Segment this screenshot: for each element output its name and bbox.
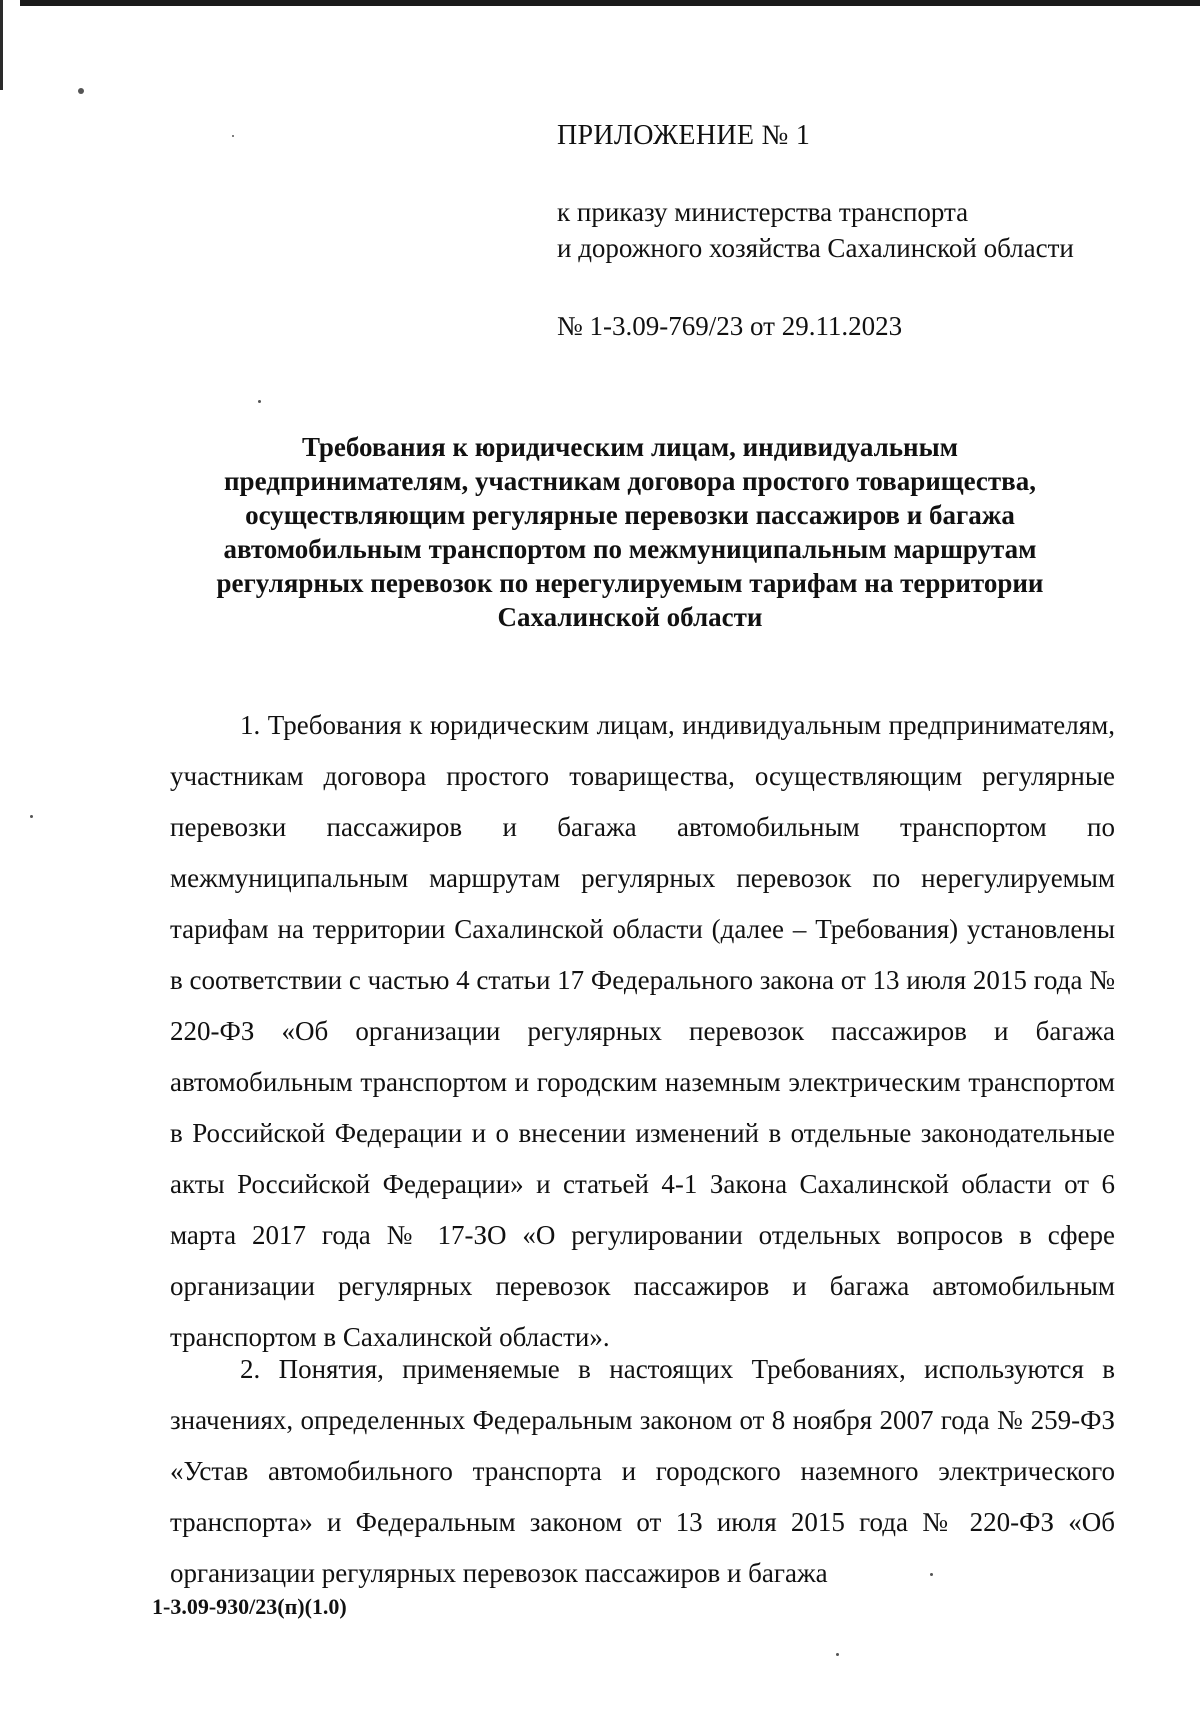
scan-edge-left xyxy=(0,0,3,90)
title-line: регулярных перевозок по нерегулируемым тарифам на территории xyxy=(216,568,1044,598)
title-line: автомобильным транспортом по межмуниципальным маршрутам xyxy=(223,534,1037,564)
order-reference-line: и дорожного хозяйства Сахалинской области xyxy=(557,233,1074,263)
title-line: Сахалинской области xyxy=(497,602,763,632)
title-line: предпринимателям, участникам договора простого товарищества, xyxy=(224,466,1036,496)
appendix-title: ПРИЛОЖЕНИЕ № 1 xyxy=(557,120,811,151)
scan-speck xyxy=(836,1653,839,1656)
scan-speck xyxy=(232,135,234,137)
document-title xyxy=(150,430,1110,634)
paragraph-1: 1. Требования к юридическим лицам, индивидуальным предпринимателям, участникам договора простого товарищества, осуществляющим регулярные перевозки пассажиров и багажа автомобильным транспортом по межмуниципальным маршрутам регулярных перевозок по нерегулируемым тарифам на территории Сахалинской области (далее – Требования) установлены в соответствии с частью 4 статьи 17 Федерального закона от 13 июля 2015 года № 220-ФЗ «Об организации регулярных перевозок пассажиров и багажа автомобильным транспортом и городским наземным электрическим транспортом в Российской Федерации и о внесении изменений в отдельные законодательные акты Российской Федерации» и статьей 4-1 Закона Сахалинской области от 6 марта 2017 года № 17-ЗО «О регулировании отдельных вопросов в сфере организации регулярных перевозок пассажиров и багажа автомобильным транспортом в Сахалинской области». xyxy=(170,710,1115,1352)
scan-speck xyxy=(30,815,33,818)
appendix-header xyxy=(557,118,1177,344)
title-line: Требования к юридическим лицам, индивидуальным xyxy=(301,432,959,462)
document-code: 1-3.09-930/23(п)(1.0) xyxy=(152,1594,347,1619)
scan-edge-top xyxy=(20,0,1200,6)
order-reference-line: к приказу министерства транспорта xyxy=(557,197,969,227)
scan-speck xyxy=(78,88,84,94)
order-reference xyxy=(557,194,1177,266)
scan-speck xyxy=(258,400,261,403)
order-number: № 1-3.09-769/23 от 29.11.2023 xyxy=(557,311,903,341)
paragraph-2: 2. Понятия, применяемые в настоящих Требованиях, используются в значениях, определенных Федеральным законом от 8 ноября 2007 года № 259-ФЗ «Устав автомобильного транспорта и городского наземного электрического транспорта» и Федеральным законом от 13 июля 2015 года № 220-ФЗ «Об организации регулярных перевозок пассажиров и багажа xyxy=(170,1354,1115,1588)
title-line: осуществляющим регулярные перевозки пассажиров и багажа xyxy=(245,500,1015,530)
